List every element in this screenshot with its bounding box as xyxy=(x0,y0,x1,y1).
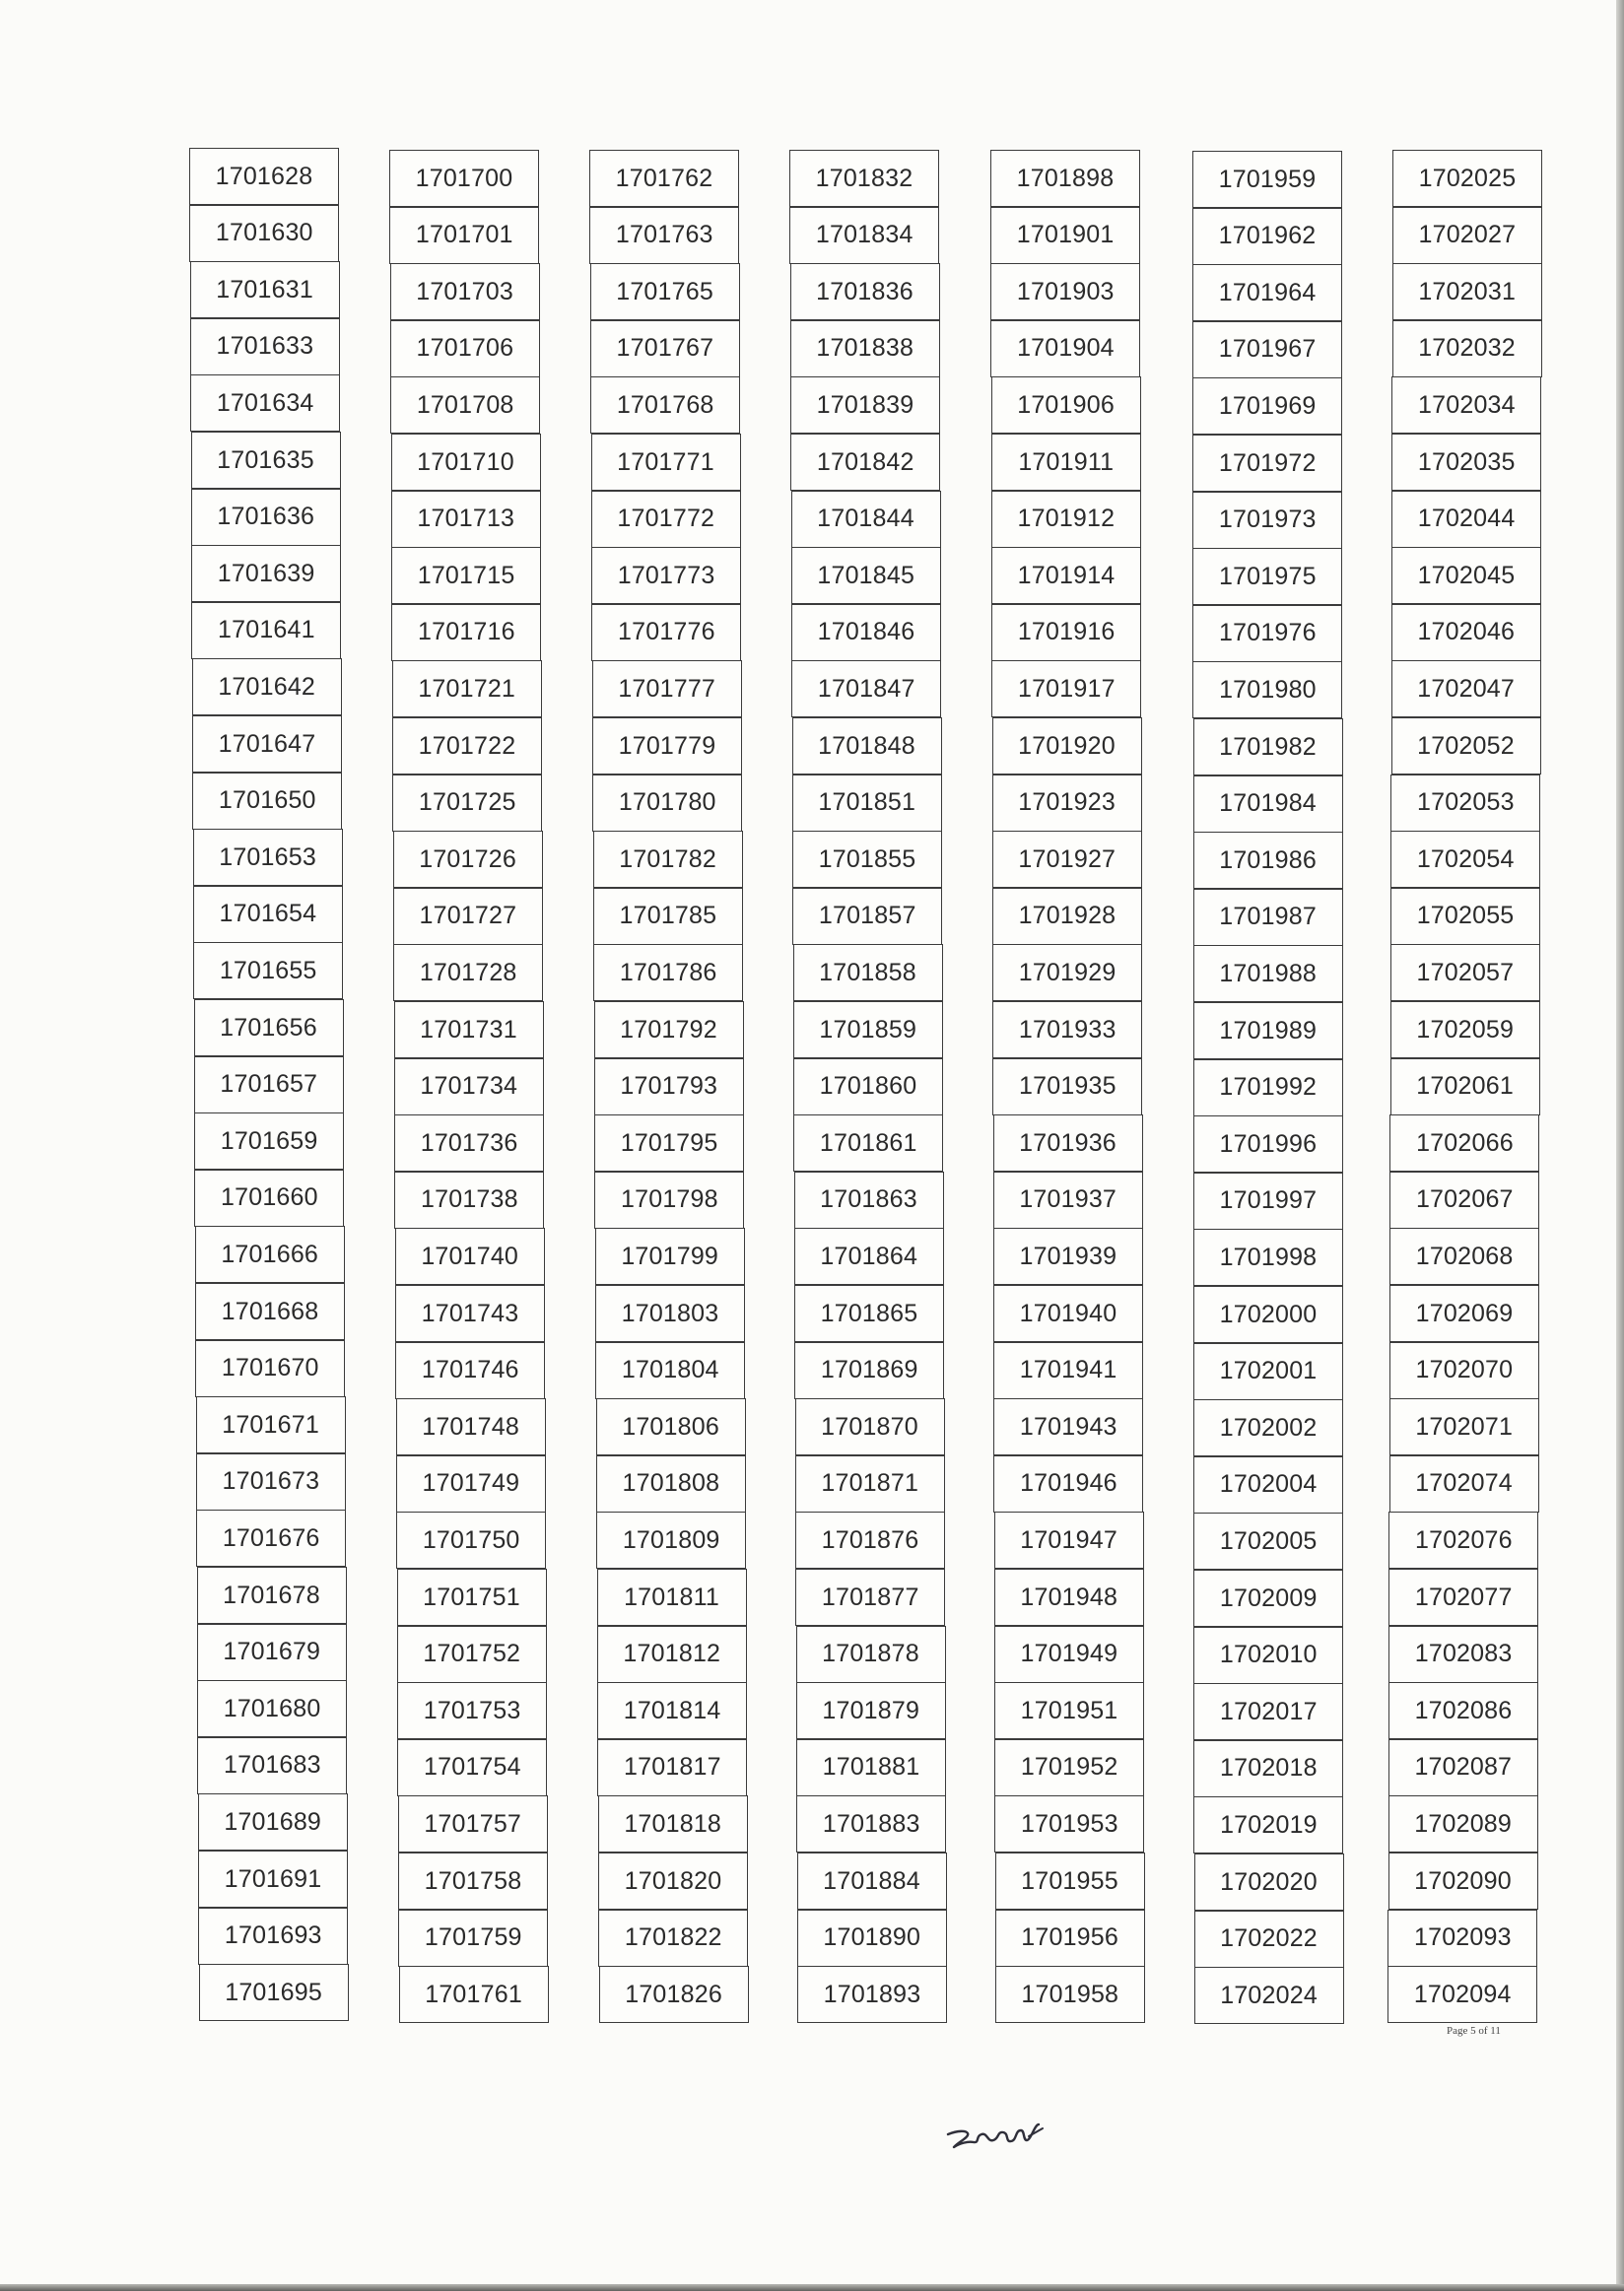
number-cell: 1701947 xyxy=(994,1512,1144,1569)
number-cell: 1701976 xyxy=(1192,605,1342,662)
number-cell: 1701633 xyxy=(190,318,340,375)
number-cell: 1701728 xyxy=(393,944,543,1001)
number-cell: 1701826 xyxy=(599,1966,749,2023)
number-cell: 1701647 xyxy=(192,715,342,773)
number-cell: 1701884 xyxy=(797,1853,947,1910)
number-cell: 1701923 xyxy=(992,775,1142,832)
number-cell: 1701754 xyxy=(397,1739,547,1796)
number-cell: 1701939 xyxy=(993,1228,1143,1285)
scan-edge-right xyxy=(1616,0,1624,2291)
number-cell: 1701927 xyxy=(992,831,1142,888)
number-cell: 1701836 xyxy=(790,263,940,320)
number-cell: 1701653 xyxy=(193,829,343,886)
number-cell: 1702017 xyxy=(1193,1683,1343,1740)
number-cell: 1702066 xyxy=(1389,1114,1539,1172)
number-cell: 1702035 xyxy=(1391,434,1541,491)
number-cell: 1701901 xyxy=(990,207,1140,264)
number-cell: 1701878 xyxy=(796,1626,946,1683)
number-cell: 1701863 xyxy=(794,1172,944,1229)
number-cell: 1701722 xyxy=(392,717,542,775)
number-cell: 1701785 xyxy=(593,888,743,945)
number-cell: 1702068 xyxy=(1389,1228,1539,1285)
number-cell: 1702053 xyxy=(1390,775,1540,832)
number-cell: 1702094 xyxy=(1387,1966,1537,2023)
number-cell: 1701876 xyxy=(795,1512,945,1569)
number-cell: 1701996 xyxy=(1193,1115,1343,1173)
number-cell: 1701992 xyxy=(1193,1059,1343,1116)
number-cell: 1701631 xyxy=(190,261,340,318)
handwritten-signature-icon xyxy=(944,2117,1062,2156)
number-cell: 1701628 xyxy=(189,148,339,205)
number-cell: 1701818 xyxy=(598,1795,748,1853)
number-cell: 1701757 xyxy=(398,1795,548,1853)
number-cell: 1701630 xyxy=(189,205,339,262)
number-cell: 1701890 xyxy=(797,1910,947,1967)
number-cell: 1702071 xyxy=(1389,1398,1539,1455)
number-cell: 1701916 xyxy=(991,604,1141,661)
scan-edge-bottom xyxy=(0,2284,1624,2291)
number-cell: 1701987 xyxy=(1193,889,1343,946)
number-cell: 1701700 xyxy=(389,150,539,207)
number-cell: 1701865 xyxy=(794,1285,944,1342)
number-cell: 1702032 xyxy=(1392,320,1542,377)
number-cell: 1701779 xyxy=(592,717,742,775)
number-cell: 1701799 xyxy=(595,1228,745,1285)
number-cell: 1701988 xyxy=(1193,945,1343,1002)
number-cell: 1701763 xyxy=(589,207,739,264)
number-cell: 1701842 xyxy=(790,434,940,491)
number-cell: 1701656 xyxy=(194,999,344,1056)
number-cell: 1702090 xyxy=(1388,1853,1538,1910)
number-cell: 1702083 xyxy=(1388,1626,1538,1683)
number-cell: 1702059 xyxy=(1390,1001,1540,1058)
number-cell: 1701768 xyxy=(590,376,740,434)
number-cell: 1702089 xyxy=(1388,1795,1538,1853)
number-cell: 1701959 xyxy=(1192,151,1342,208)
number-cell: 1701634 xyxy=(190,374,340,432)
number-cell: 1701820 xyxy=(598,1853,748,1910)
number-cell: 1702087 xyxy=(1388,1739,1538,1796)
number-cell: 1701975 xyxy=(1192,548,1342,605)
number-cell: 1701668 xyxy=(195,1283,345,1340)
number-cell: 1701893 xyxy=(797,1966,947,2023)
number-cell: 1701953 xyxy=(994,1795,1144,1853)
number-cell: 1701814 xyxy=(597,1682,747,1739)
number-cell: 1701847 xyxy=(791,660,941,717)
number-cell: 1701678 xyxy=(197,1567,347,1624)
number-cell: 1702034 xyxy=(1391,376,1541,434)
number-cell: 1702020 xyxy=(1194,1853,1344,1911)
number-cell: 1701777 xyxy=(592,660,742,717)
number-cell: 1701964 xyxy=(1192,264,1342,321)
number-cell: 1701941 xyxy=(993,1342,1143,1399)
number-cell: 1701967 xyxy=(1192,321,1342,378)
number-cell: 1701940 xyxy=(993,1285,1143,1342)
number-cell: 1701904 xyxy=(990,320,1140,377)
number-cell: 1701693 xyxy=(198,1908,348,1965)
number-cell: 1701898 xyxy=(990,150,1140,207)
number-cell: 1701701 xyxy=(389,207,539,264)
number-cell: 1701812 xyxy=(597,1626,747,1683)
number-cell: 1701740 xyxy=(395,1228,545,1285)
number-cell: 1701962 xyxy=(1192,208,1342,265)
number-cell: 1701786 xyxy=(593,944,743,1001)
number-cell: 1701817 xyxy=(597,1739,747,1796)
number-cell: 1701749 xyxy=(396,1455,546,1513)
number-cell: 1701877 xyxy=(795,1569,945,1626)
number-cell: 1702027 xyxy=(1392,207,1542,264)
number-cell: 1701792 xyxy=(594,1001,744,1058)
number-cell: 1701670 xyxy=(195,1340,345,1397)
number-cell: 1701654 xyxy=(193,886,343,943)
number-cell: 1701676 xyxy=(196,1510,346,1567)
number-cell: 1701641 xyxy=(191,602,341,659)
number-cell: 1701822 xyxy=(598,1910,748,1967)
number-cell: 1701844 xyxy=(791,491,941,548)
number-cell: 1701881 xyxy=(796,1739,946,1796)
number-cell: 1701731 xyxy=(394,1001,544,1058)
number-cell: 1701726 xyxy=(393,831,543,888)
number-cell: 1701929 xyxy=(992,944,1142,1001)
number-cell: 1702054 xyxy=(1390,831,1540,888)
number-cell: 1701636 xyxy=(191,489,341,546)
number-cell: 1702004 xyxy=(1193,1456,1343,1514)
number-cell: 1701936 xyxy=(993,1114,1143,1172)
number-cell: 1701683 xyxy=(197,1737,347,1794)
number-cell: 1701708 xyxy=(390,376,540,434)
number-cell: 1702074 xyxy=(1389,1455,1539,1513)
number-cell: 1701758 xyxy=(398,1853,548,1910)
number-cell: 1702086 xyxy=(1388,1682,1538,1739)
number-cell: 1701982 xyxy=(1193,718,1343,775)
number-cell: 1702077 xyxy=(1388,1569,1538,1626)
number-cell: 1702024 xyxy=(1194,1967,1344,2024)
number-cell: 1701952 xyxy=(994,1739,1144,1796)
number-cell: 1701803 xyxy=(595,1285,745,1342)
number-cell: 1701650 xyxy=(192,773,342,830)
number-cell: 1701860 xyxy=(793,1058,943,1115)
number-cell: 1701851 xyxy=(792,775,942,832)
number-cell: 1701710 xyxy=(391,434,541,491)
number-cell: 1701715 xyxy=(391,547,541,604)
number-cell: 1701870 xyxy=(795,1398,945,1455)
number-cell: 1701989 xyxy=(1193,1002,1343,1059)
number-cell: 1701642 xyxy=(192,658,342,715)
number-cell: 1701772 xyxy=(591,491,741,548)
number-cell: 1701969 xyxy=(1192,377,1342,435)
number-cell: 1701883 xyxy=(796,1795,946,1853)
number-cell: 1701767 xyxy=(590,320,740,377)
number-cell: 1701848 xyxy=(792,717,942,775)
number-cell: 1701738 xyxy=(394,1172,544,1229)
number-cell: 1701695 xyxy=(199,1964,349,2021)
number-cell: 1701920 xyxy=(992,717,1142,775)
number-cell: 1701809 xyxy=(596,1512,746,1569)
number-cell: 1701759 xyxy=(398,1910,548,1967)
number-cell: 1701997 xyxy=(1193,1173,1343,1230)
number-cell: 1701998 xyxy=(1193,1229,1343,1286)
number-cell: 1701972 xyxy=(1192,435,1342,492)
number-cell: 1701716 xyxy=(391,604,541,661)
number-cell: 1702052 xyxy=(1391,717,1541,775)
number-cell: 1701762 xyxy=(589,150,739,207)
number-cell: 1702070 xyxy=(1389,1342,1539,1399)
number-cell: 1702001 xyxy=(1193,1343,1343,1400)
number-cell: 1701806 xyxy=(596,1398,746,1455)
number-cell: 1702093 xyxy=(1387,1910,1537,1967)
number-cell: 1701984 xyxy=(1193,775,1343,833)
number-cell: 1701832 xyxy=(789,150,939,207)
number-cell: 1701846 xyxy=(791,604,941,661)
number-cell: 1702061 xyxy=(1390,1058,1540,1115)
number-cell: 1701935 xyxy=(992,1058,1142,1115)
number-cell: 1701639 xyxy=(191,545,341,602)
number-cell: 1702044 xyxy=(1391,491,1541,548)
number-cell: 1701808 xyxy=(596,1455,746,1513)
page-number: Page 5 of 11 xyxy=(1447,2025,1501,2037)
number-cell: 1701761 xyxy=(399,1966,549,2023)
number-cell: 1701673 xyxy=(196,1453,346,1511)
number-cell: 1702009 xyxy=(1193,1570,1343,1627)
number-cell: 1701657 xyxy=(194,1056,344,1113)
number-cell: 1701795 xyxy=(594,1114,744,1172)
number-cell: 1701928 xyxy=(992,888,1142,945)
number-cell: 1701721 xyxy=(392,660,542,717)
number-cell: 1701659 xyxy=(194,1112,344,1170)
number-cell: 1701727 xyxy=(393,888,543,945)
number-cell: 1701811 xyxy=(597,1569,747,1626)
number-cell: 1702002 xyxy=(1193,1399,1343,1456)
number-cell: 1701869 xyxy=(794,1342,944,1399)
number-cell: 1701804 xyxy=(595,1342,745,1399)
number-cell: 1701946 xyxy=(993,1455,1143,1513)
number-cell: 1701743 xyxy=(395,1285,545,1342)
number-cell: 1701917 xyxy=(991,660,1141,717)
number-cell: 1701948 xyxy=(994,1569,1144,1626)
number-cell: 1701839 xyxy=(790,376,940,434)
number-cell: 1702046 xyxy=(1391,604,1541,661)
number-cell: 1701780 xyxy=(592,775,742,832)
number-cell: 1702019 xyxy=(1193,1796,1343,1853)
number-cell: 1702025 xyxy=(1392,150,1542,207)
number-cell: 1701734 xyxy=(394,1058,544,1115)
number-cell: 1702000 xyxy=(1193,1286,1343,1343)
number-cell: 1701955 xyxy=(995,1853,1145,1910)
number-cell: 1701861 xyxy=(793,1114,943,1172)
number-cell: 1701703 xyxy=(390,263,540,320)
number-cell: 1701635 xyxy=(191,432,341,489)
number-cell: 1701793 xyxy=(594,1058,744,1115)
number-cell: 1701750 xyxy=(396,1512,546,1569)
number-cell: 1701689 xyxy=(198,1793,348,1851)
number-cell: 1701845 xyxy=(791,547,941,604)
number-cell: 1701679 xyxy=(197,1624,347,1681)
number-cell: 1701864 xyxy=(794,1228,944,1285)
number-cell: 1702018 xyxy=(1193,1740,1343,1797)
number-cell: 1701736 xyxy=(394,1114,544,1172)
number-cell: 1701859 xyxy=(793,1001,943,1058)
number-cell: 1701937 xyxy=(993,1172,1143,1229)
number-cell: 1701691 xyxy=(198,1851,348,1908)
number-cell: 1701838 xyxy=(790,320,940,377)
number-cell: 1701680 xyxy=(197,1680,347,1737)
number-cell: 1701914 xyxy=(991,547,1141,604)
number-cell: 1701871 xyxy=(795,1455,945,1513)
number-cell: 1701773 xyxy=(591,547,741,604)
number-cell: 1702069 xyxy=(1389,1285,1539,1342)
number-cell: 1702076 xyxy=(1388,1512,1538,1569)
number-cell: 1701903 xyxy=(990,263,1140,320)
number-cell: 1702067 xyxy=(1389,1172,1539,1229)
number-cell: 1701751 xyxy=(397,1569,547,1626)
number-cell: 1701855 xyxy=(792,831,942,888)
number-cell: 1701956 xyxy=(995,1910,1145,1967)
number-cell: 1702045 xyxy=(1391,547,1541,604)
number-cell: 1701713 xyxy=(391,491,541,548)
number-cell: 1701973 xyxy=(1192,492,1342,549)
number-cell: 1702022 xyxy=(1194,1911,1344,1968)
number-cell: 1701906 xyxy=(991,376,1141,434)
number-cell: 1701771 xyxy=(591,434,741,491)
number-cell: 1701858 xyxy=(793,944,943,1001)
number-cell: 1701748 xyxy=(396,1398,546,1455)
number-cell: 1701725 xyxy=(392,775,542,832)
number-cell: 1701706 xyxy=(390,320,540,377)
number-cell: 1701746 xyxy=(395,1342,545,1399)
number-cell: 1702057 xyxy=(1390,944,1540,1001)
number-cell: 1701753 xyxy=(397,1682,547,1739)
number-cell: 1701752 xyxy=(397,1626,547,1683)
number-cell: 1702010 xyxy=(1193,1627,1343,1684)
number-cell: 1701660 xyxy=(194,1170,344,1227)
number-cell: 1701951 xyxy=(994,1682,1144,1739)
number-cell: 1701986 xyxy=(1193,832,1343,889)
number-cell: 1701857 xyxy=(792,888,942,945)
number-cell: 1701798 xyxy=(594,1172,744,1229)
number-cell: 1701912 xyxy=(991,491,1141,548)
number-cell: 1701765 xyxy=(590,263,740,320)
number-cell: 1701879 xyxy=(796,1682,946,1739)
number-cell: 1701958 xyxy=(995,1966,1145,2023)
number-cell: 1701933 xyxy=(992,1001,1142,1058)
number-cell: 1701980 xyxy=(1192,661,1342,718)
number-cell: 1701655 xyxy=(193,942,343,999)
number-cell: 1701943 xyxy=(993,1398,1143,1455)
number-cell: 1702047 xyxy=(1391,660,1541,717)
number-cell: 1701671 xyxy=(196,1396,346,1453)
number-cell: 1701666 xyxy=(195,1226,345,1283)
number-cell: 1701782 xyxy=(593,831,743,888)
number-cell: 1701911 xyxy=(991,434,1141,491)
number-cell: 1702055 xyxy=(1390,888,1540,945)
number-cell: 1701834 xyxy=(789,207,939,264)
number-cell: 1702031 xyxy=(1392,263,1542,320)
number-cell: 1702005 xyxy=(1193,1513,1343,1570)
number-cell: 1701776 xyxy=(591,604,741,661)
number-cell: 1701949 xyxy=(994,1626,1144,1683)
